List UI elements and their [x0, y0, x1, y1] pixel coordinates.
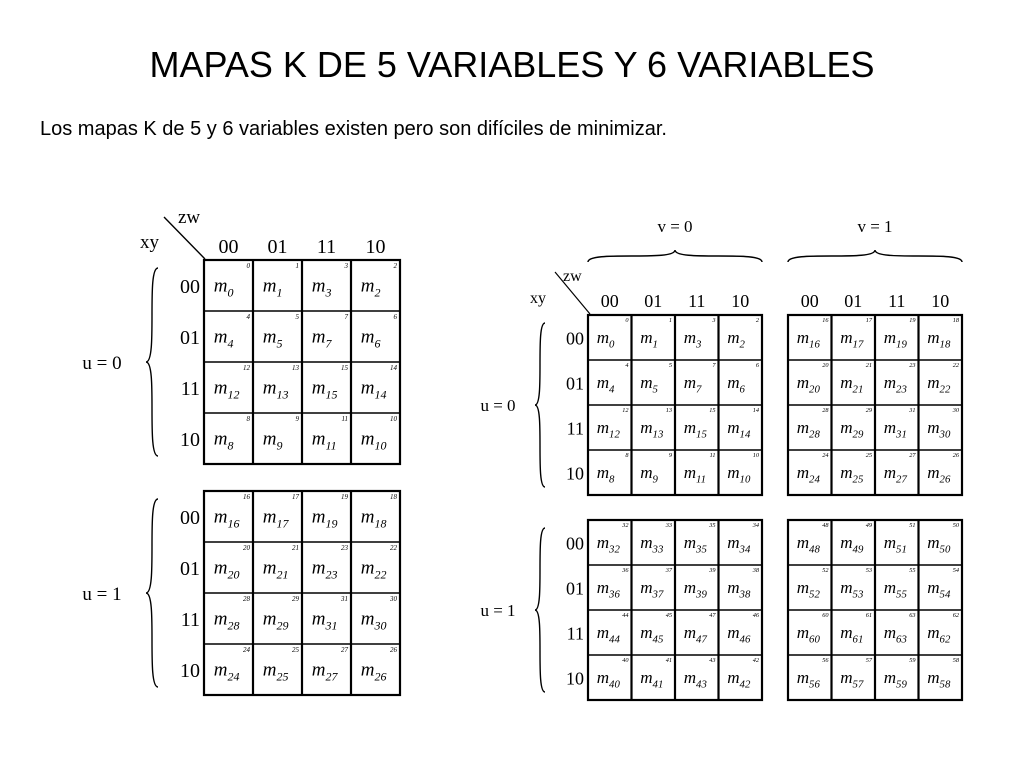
brace [535, 528, 545, 692]
cell-index: 32 [622, 522, 629, 530]
minterm-label: $m_9$ [640, 462, 658, 486]
minterm-label: $m_2$ [360, 275, 381, 300]
minterm-label: $m_{33}$ [640, 532, 664, 556]
cell-index: 58 [952, 657, 959, 665]
minterm-label: $m_{63}$ [883, 622, 907, 646]
cell-index: 27 [909, 452, 916, 460]
cell-index: 20 [822, 362, 829, 370]
col-header: 00 [800, 291, 819, 311]
cell-index: 16 [822, 317, 829, 325]
minterm-label: $m_{17}$ [262, 506, 289, 531]
minterm-label: $m_{32}$ [596, 532, 620, 556]
minterm-label: $m_{50}$ [927, 532, 951, 556]
cell-index: 51 [909, 522, 916, 530]
brace [788, 250, 962, 262]
cell-index: 35 [709, 522, 716, 530]
minterm-label: $m_{24}$ [213, 659, 240, 684]
cell-index: 42 [752, 657, 759, 665]
cell-index: 6 [393, 313, 397, 321]
brace [146, 268, 158, 456]
cell-index: 28 [243, 595, 250, 603]
row-header: 11 [180, 609, 200, 632]
cell-index: 28 [822, 407, 829, 415]
cell-index: 50 [952, 522, 959, 530]
cell-index: 1 [295, 262, 299, 270]
col-header: 11 [316, 236, 337, 258]
cell-index: 16 [243, 493, 250, 501]
minterm-label: $m_{15}$ [683, 417, 707, 441]
minterm-label: $m_{39}$ [683, 577, 707, 601]
cell-index: 13 [665, 407, 672, 415]
minterm-label: $m_{31}$ [311, 608, 338, 633]
cell-index: 55 [909, 567, 916, 575]
cell-index: 11 [709, 452, 716, 460]
minterm-label: $m_{30}$ [927, 417, 951, 441]
minterm-label: $m_{22}$ [927, 372, 951, 396]
cell-index: 21 [865, 362, 872, 370]
minterm-label: $m_{41}$ [640, 667, 664, 691]
minterm-label: $m_{42}$ [727, 667, 751, 691]
cell-index: 31 [341, 595, 348, 603]
cell-index: 33 [665, 522, 672, 530]
cell-index: 23 [909, 362, 916, 370]
cell-index: 17 [292, 493, 299, 501]
u-label: u = 0 [480, 396, 516, 415]
row-header: 10 [180, 429, 200, 452]
cell-index: 57 [865, 657, 872, 665]
cell-index: 15 [709, 407, 716, 415]
row-header: 11 [566, 623, 584, 644]
minterm-label: $m_{18}$ [927, 327, 951, 351]
minterm-label: $m_{16}$ [796, 327, 820, 351]
page-title: MAPAS K DE 5 VARIABLES Y 6 VARIABLES [149, 44, 875, 85]
cell-index: 5 [668, 362, 672, 370]
cell-index: 59 [909, 657, 916, 665]
cell-index: 26 [390, 646, 397, 654]
cell-index: 2 [755, 317, 759, 325]
minterm-label: $m_{44}$ [596, 622, 620, 646]
minterm-label: $m_{29}$ [840, 417, 864, 441]
row-header: 00 [566, 328, 584, 349]
minterm-label: $m_1$ [262, 275, 283, 300]
cell-index: 19 [909, 317, 916, 325]
minterm-label: $m_{36}$ [596, 577, 620, 601]
minterm-label: $m_5$ [640, 372, 658, 396]
row-header: 01 [180, 558, 200, 581]
minterm-label: $m_8$ [213, 428, 234, 453]
cell-index: 21 [292, 544, 299, 552]
minterm-label: $m_{14}$ [727, 417, 751, 441]
minterm-label: $m_{10}$ [727, 462, 751, 486]
row-var-label: xy [140, 232, 159, 253]
col-header: 10 [365, 236, 386, 258]
cell-index: 1 [668, 317, 672, 325]
minterm-label: $m_8$ [596, 462, 615, 486]
minterm-label: $m_{18}$ [360, 506, 387, 531]
minterm-label: $m_{23}$ [883, 372, 907, 396]
brace [535, 323, 545, 487]
cell-index: 23 [341, 544, 348, 552]
minterm-label: $m_{37}$ [640, 577, 664, 601]
cell-index: 7 [344, 313, 348, 321]
cell-index: 13 [292, 364, 299, 372]
minterm-label: $m_{47}$ [683, 622, 707, 646]
cell-index: 18 [390, 493, 397, 501]
cell-index: 11 [341, 415, 348, 423]
v-label: v = 1 [857, 217, 893, 236]
minterm-label: $m_{49}$ [840, 532, 864, 556]
minterm-label: $m_{58}$ [927, 667, 951, 691]
cell-index: 45 [665, 612, 672, 620]
cell-index: 61 [865, 612, 872, 620]
minterm-label: $m_{38}$ [727, 577, 751, 601]
minterm-label: $m_{23}$ [311, 557, 338, 582]
row-header: 10 [180, 660, 200, 683]
minterm-label: $m_4$ [213, 326, 234, 351]
cell-index: 12 [243, 364, 250, 372]
minterm-label: $m_{19}$ [883, 327, 907, 351]
minterm-label: $m_{46}$ [727, 622, 751, 646]
col-var-label: zw [178, 207, 201, 228]
minterm-label: $m_{56}$ [796, 667, 820, 691]
minterm-label: $m_{28}$ [213, 608, 240, 633]
cell-index: 24 [822, 452, 829, 460]
minterm-label: $m_{48}$ [796, 532, 820, 556]
cell-index: 48 [822, 522, 829, 530]
minterm-label: $m_{57}$ [840, 667, 864, 691]
cell-index: 8 [625, 452, 629, 460]
cell-index: 38 [752, 567, 759, 575]
cell-index: 3 [712, 317, 716, 325]
cell-index: 25 [865, 452, 872, 460]
u-label: u = 1 [82, 584, 122, 605]
minterm-label: $m_{17}$ [840, 327, 864, 351]
minterm-label: $m_{34}$ [727, 532, 751, 556]
minterm-label: $m_9$ [262, 428, 283, 453]
minterm-label: $m_{30}$ [360, 608, 387, 633]
cell-index: 8 [246, 415, 250, 423]
minterm-label: $m_7$ [311, 326, 332, 351]
minterm-label: $m_{19}$ [311, 506, 338, 531]
minterm-label: $m_{43}$ [683, 667, 707, 691]
cell-index: 10 [390, 415, 397, 423]
minterm-label: $m_{16}$ [213, 506, 240, 531]
minterm-label: $m_{24}$ [796, 462, 820, 486]
cell-index: 26 [952, 452, 959, 460]
minterm-label: $m_0$ [596, 327, 615, 351]
cell-index: 12 [622, 407, 629, 415]
minterm-label: $m_{10}$ [360, 428, 387, 453]
col-header: 01 [844, 291, 863, 311]
minterm-label: $m_{52}$ [796, 577, 820, 601]
row-header: 00 [566, 533, 584, 554]
col-header: 01 [644, 291, 663, 311]
minterm-label: $m_{54}$ [927, 577, 951, 601]
col-header: 10 [931, 291, 950, 311]
cell-index: 34 [752, 522, 759, 530]
brace [146, 499, 158, 687]
cell-index: 0 [246, 262, 250, 270]
brace [588, 250, 762, 262]
cell-index: 54 [952, 567, 959, 575]
cell-index: 37 [665, 567, 672, 575]
cell-index: 30 [952, 407, 959, 415]
minterm-label: $m_{51}$ [883, 532, 907, 556]
cell-index: 41 [665, 657, 672, 665]
col-header: 01 [267, 236, 288, 258]
minterm-label: $m_{14}$ [360, 377, 387, 402]
cell-index: 3 [344, 262, 348, 270]
minterm-label: $m_{60}$ [796, 622, 820, 646]
minterm-label: $m_2$ [727, 327, 745, 351]
cell-index: 31 [909, 407, 916, 415]
cell-index: 14 [752, 407, 759, 415]
cell-index: 7 [712, 362, 716, 370]
cell-index: 53 [865, 567, 872, 575]
minterm-label: $m_6$ [727, 372, 745, 396]
row-header: 11 [566, 418, 584, 439]
row-header: 01 [180, 327, 200, 350]
cell-index: 56 [822, 657, 829, 665]
minterm-label: $m_{25}$ [840, 462, 864, 486]
cell-index: 9 [668, 452, 672, 460]
cell-index: 0 [625, 317, 629, 325]
minterm-label: $m_{35}$ [683, 532, 707, 556]
cell-index: 62 [952, 612, 959, 620]
minterm-label: $m_6$ [360, 326, 381, 351]
cell-index: 4 [625, 362, 629, 370]
row-var-label: xy [530, 290, 546, 307]
cell-index: 19 [341, 493, 348, 501]
cell-index: 30 [390, 595, 397, 603]
minterm-label: $m_{11}$ [683, 462, 707, 486]
cell-index: 36 [622, 567, 629, 575]
u-label: u = 0 [82, 353, 122, 374]
cell-index: 4 [246, 313, 250, 321]
col-var-label: zw [563, 268, 582, 285]
col-header: 10 [731, 291, 750, 311]
cell-index: 46 [752, 612, 759, 620]
row-header: 10 [566, 668, 584, 689]
cell-index: 39 [709, 567, 716, 575]
minterm-label: $m_{55}$ [883, 577, 907, 601]
minterm-label: $m_5$ [262, 326, 283, 351]
minterm-label: $m_{31}$ [883, 417, 907, 441]
cell-index: 52 [822, 567, 829, 575]
page-subtitle: Los mapas K de 5 y 6 variables existen pero son difíciles de minimizar. [40, 118, 667, 140]
minterm-label: $m_3$ [311, 275, 332, 300]
cell-index: 14 [390, 364, 397, 372]
cell-index: 29 [292, 595, 299, 603]
col-header: 00 [600, 291, 619, 311]
cell-index: 22 [952, 362, 959, 370]
cell-index: 47 [709, 612, 716, 620]
row-header: 11 [180, 378, 200, 401]
minterm-label: $m_{27}$ [883, 462, 907, 486]
minterm-label: $m_3$ [683, 327, 702, 351]
minterm-label: $m_{26}$ [927, 462, 951, 486]
minterm-label: $m_{21}$ [262, 557, 289, 582]
cell-index: 20 [243, 544, 250, 552]
cell-index: 29 [865, 407, 872, 415]
minterm-label: $m_{59}$ [883, 667, 907, 691]
minterm-label: $m_{11}$ [311, 428, 337, 453]
col-header: 00 [218, 236, 239, 258]
minterm-label: $m_{13}$ [262, 377, 289, 402]
row-header: 10 [566, 463, 584, 484]
cell-index: 63 [909, 612, 916, 620]
minterm-label: $m_{27}$ [311, 659, 338, 684]
minterm-label: $m_{13}$ [640, 417, 664, 441]
cell-index: 25 [292, 646, 299, 654]
cell-index: 60 [822, 612, 829, 620]
row-header: 01 [566, 373, 584, 394]
u-label: u = 1 [480, 601, 516, 620]
minterm-label: $m_{29}$ [262, 608, 289, 633]
cell-index: 6 [755, 362, 759, 370]
col-header: 11 [888, 291, 906, 311]
cell-index: 24 [243, 646, 250, 654]
minterm-label: $m_4$ [596, 372, 615, 396]
cell-index: 18 [952, 317, 959, 325]
row-header: 00 [180, 507, 200, 530]
col-header: 11 [688, 291, 706, 311]
row-header: 01 [566, 578, 584, 599]
cell-index: 2 [393, 262, 397, 270]
cell-index: 27 [341, 646, 348, 654]
minterm-label: $m_{12}$ [213, 377, 240, 402]
cell-index: 49 [865, 522, 872, 530]
cell-index: 5 [295, 313, 299, 321]
v-label: v = 0 [657, 217, 693, 236]
minterm-label: $m_{61}$ [840, 622, 864, 646]
minterm-label: $m_7$ [683, 372, 702, 396]
minterm-label: $m_{26}$ [360, 659, 387, 684]
minterm-label: $m_1$ [640, 327, 658, 351]
minterm-label: $m_{45}$ [640, 622, 664, 646]
minterm-label: $m_{53}$ [840, 577, 864, 601]
minterm-label: $m_{12}$ [596, 417, 620, 441]
cell-index: 9 [295, 415, 299, 423]
cell-index: 22 [390, 544, 397, 552]
minterm-label: $m_{62}$ [927, 622, 951, 646]
cell-index: 40 [622, 657, 629, 665]
cell-index: 17 [865, 317, 872, 325]
cell-index: 43 [709, 657, 716, 665]
minterm-label: $m_0$ [213, 275, 234, 300]
minterm-label: $m_{21}$ [840, 372, 864, 396]
cell-index: 15 [341, 364, 348, 372]
row-header: 00 [180, 276, 200, 299]
cell-index: 10 [752, 452, 759, 460]
minterm-label: $m_{22}$ [360, 557, 387, 582]
minterm-label: $m_{40}$ [596, 667, 620, 691]
minterm-label: $m_{15}$ [311, 377, 338, 402]
minterm-label: $m_{28}$ [796, 417, 820, 441]
cell-index: 44 [622, 612, 629, 620]
minterm-label: $m_{25}$ [262, 659, 289, 684]
minterm-label: $m_{20}$ [796, 372, 820, 396]
minterm-label: $m_{20}$ [213, 557, 240, 582]
